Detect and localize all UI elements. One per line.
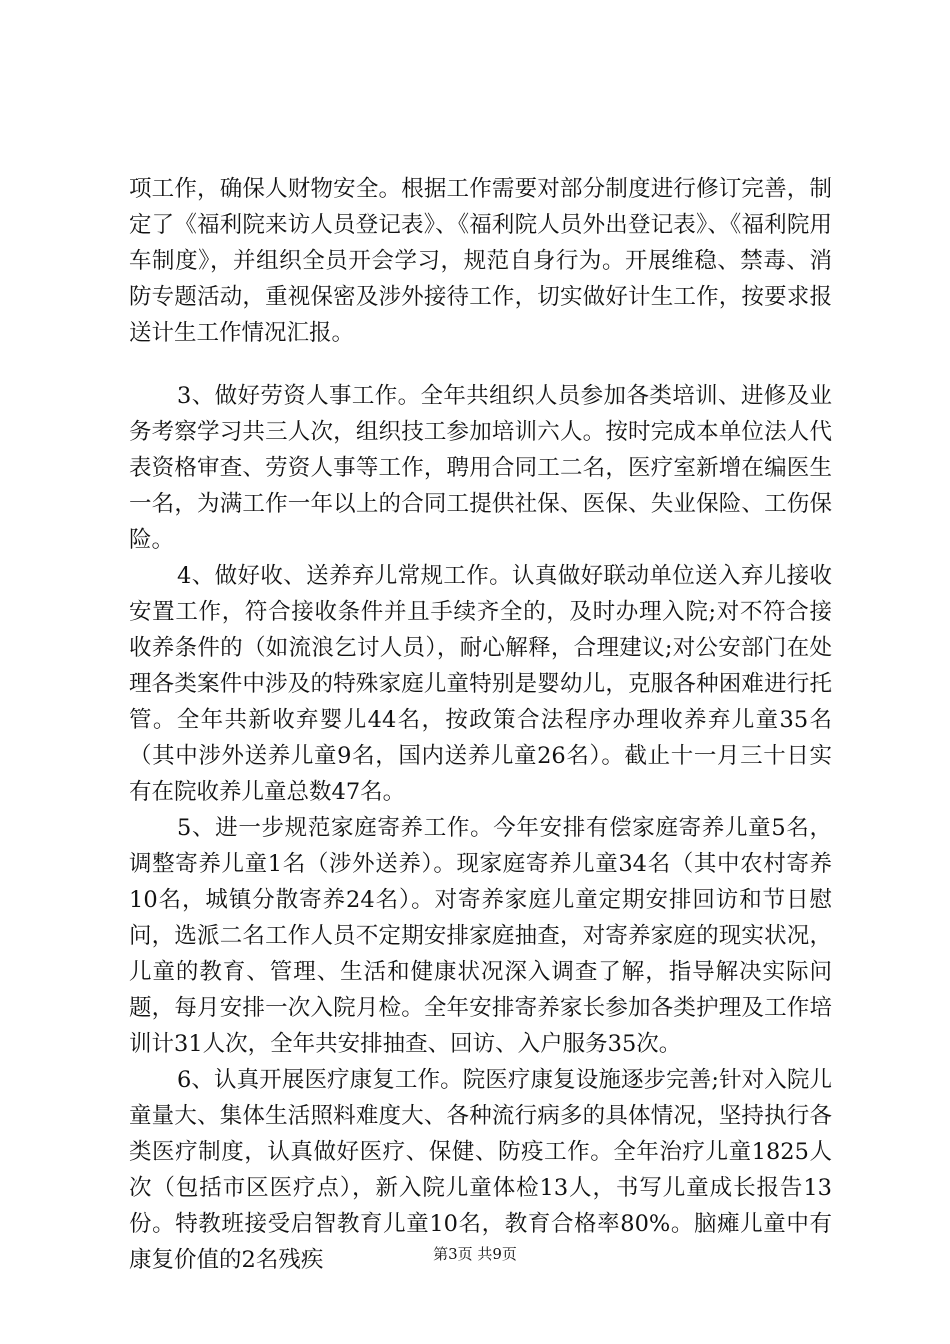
page-footer: 第3页 共9页 bbox=[433, 1245, 517, 1263]
paragraph-continuation: 项工作，确保人财物安全。根据工作需要对部分制度进行修订完善，制定了《福利院来访人员登记表》、《福利院人员外出登记表》、《福利院用车制度》，并组织全员开会学习，规范自身行为。开展维稳、禁毒、消防专题活动，重视保密及涉外接待工作，切实做好计生工作，按要求报送计生工作情况汇报。 bbox=[129, 176, 832, 346]
paragraph-foster-care: 5、进一步规范家庭寄养工作。今年安排有偿家庭寄养儿童5名，调整寄养儿童1名（涉外送养）。现家庭寄养儿童34名（其中农村寄养10名，城镇分散寄养24名）。对寄养家庭儿童定期安排回访和节日慰问，选派二名工作人员不定期安排家庭抽查，对寄养家庭的现实状况，儿童的教育、管理、生活和健康状况深入调查了解，指导解决实际问题，每月安排一次入院月检。全年安排寄养家长参加各类护理及工作培训计31人次，全年共安排抽查、回访、入户服务35次。 bbox=[129, 815, 832, 1057]
paragraph-labor-personnel: 3、做好劳资人事工作。全年共组织人员参加各类培训、进修及业务考察学习共三人次，组织技工参加培训六人。按时完成本单位法人代表资格审查、劳资人事等工作，聘用合同工二名，医疗室新增在编医生一名，为满工作一年以上的合同工提供社保、医保、失业保险、工伤保险。 bbox=[129, 383, 832, 553]
paragraph-foundling-adoption: 4、做好收、送养弃儿常规工作。认真做好联动单位送入弃儿接收安置工作，符合接收条件并且手续齐全的，及时办理入院;对不符合接收养条件的（如流浪乞讨人员），耐心解释，合理建议;对公安部门在处理各类案件中涉及的特殊家庭儿童特别是婴幼儿，克服各种困难进行托管。全年共新收弃婴儿44名，按政策合法程序办理收养弃儿童35名（其中涉外送养儿童9名，国内送养儿童26名）。截止十一月三十日实有在院收养儿童总数47名。 bbox=[129, 563, 832, 805]
document-body bbox=[129, 171, 832, 1278]
paragraph-medical-rehab: 6、认真开展医疗康复工作。院医疗康复设施逐步完善;针对入院儿童量大、集体生活照料难度大、各种流行病多的具体情况，坚持执行各类医疗制度，认真做好医疗、保健、防疫工作。全年治疗儿童1825人次（包括市区医疗点），新入院儿童体检13人，书写儿童成长报告13份。特教班接受启智教育儿童10名，教育合格率80%。脑瘫儿童中有康复价值的2名残疾 bbox=[129, 1067, 832, 1273]
paragraph-spacer bbox=[129, 351, 832, 378]
